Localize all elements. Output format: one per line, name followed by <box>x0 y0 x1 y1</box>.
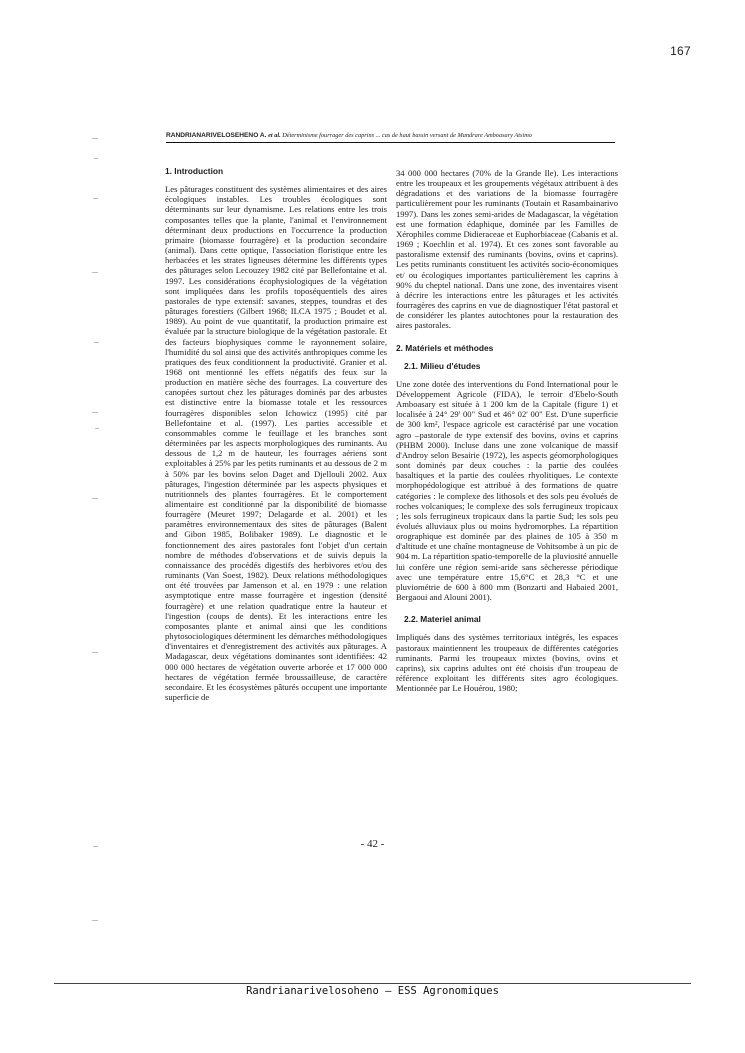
scan-speck <box>92 272 98 273</box>
scan-speck <box>95 428 99 429</box>
right-column <box>396 168 618 693</box>
scan-speck <box>94 342 99 343</box>
study-area-paragraph: Une zone dotée des interventions du Fond International pour le Développement Agricole (FIDA), le terroir d'Ebelo-South Amboasary est située à 1 200 km de la Capitale (figure 1) et localisée à 24° 29' 00" Sud et 46° 02' 00" Est. D'une superficie de 300 km², l'espace agricole est caractérisé par une vocation agro –pastorale de type extensif des bovins, ovins et caprins (PHBM 2000). Incluse dans une zone volcanique de massif d'Androy selon Besairie (1972), les aspects géomorphologiques sont dominés par deux couches : la partie des coulées basaltiques et la partie des coulées rhyolitiques. Le contexte morphopédologique est attribué à des formations de quatre catégories : le complexe des lithosols et des sols peu évolués de roches volcaniques; le complexe des sols ferrugineux tropicaux ; les sols ferrugineux tropicaux dans la partie Sud; les sols peu évolués alluviaux plus ou moins hydromorphes. La répartition orographique est dominée par des plaines de 105 à 350 m d'altitude et une chaîne montagneuse de Vohitsombe à un pic de 904 m. La répartition spatio-temporelle de la pluviosité annuelle lui confère une région semi-aride sans sècheresse périodique avec une température entre 15,6°C et 28,3 °C et une pluviométrie de 600 à 800 mm (Bonzarti and Habaied 2001, Bergaoui and Alouni 2001). <box>396 378 618 603</box>
study-area-subheading: 2.1. Milieu d'études <box>404 360 481 371</box>
running-header <box>166 132 615 143</box>
scan-speck <box>93 846 98 847</box>
page-number: 167 <box>670 44 691 58</box>
introduction-heading: 1. Introduction <box>165 166 224 176</box>
scan-speck <box>92 138 98 139</box>
scan-speck <box>92 920 98 921</box>
scan-speck <box>92 498 98 499</box>
header-title: Déterminisme fourrager des caprins ... cas de haut bassin versant de Mandrare Amboasary Atsimo <box>282 132 532 139</box>
scan-speck <box>93 198 98 199</box>
footer-text: Randrianarivelosoheno – ESS Agronomiques <box>246 985 499 997</box>
methods-heading: 2. Matériels et méthodes <box>396 342 494 353</box>
animal-material-paragraph: Impliqués dans des systèmes territoriaux intégrés, les espaces pastoraux maintiennent les troupeaux de différentes catégories ruminants. Parmi les troupeaux mixtes (bovins, ovins et caprins), six caprins adultes ont été choisis d'un troupeau de référence exploitant les différents sites agro écologiques. Mentionnée par Le Houérou, 1980; <box>396 632 618 694</box>
scan-speck <box>92 412 98 413</box>
introduction-continued-paragraph: 34 000 000 hectares (70% de la Grande Ile). Les interactions entre les troupeaux et les groupements végétaux attribuent à des dégradations et des variations de la biomasse fourragère particulièrement pour les ruminants (Toutain et Rasambainarivo 1997). Dans les zones semi-arides de Madagascar, la végétation est une formation édaphique, dominée par les Familles de Xérophiles comme Didieraceae et Euphorbiaceae (Cabanis et al. 1969 ; Koechlin et al. 1974). Et ces zones sont favorable au pastoralisme extensif des ruminants (bovins, ovins et caprins). Les petits ruminants constituent les activités socio-économiques et/ ou écologiques importantes particulièrement les caprins à 90% du cheptel national. Dans une zone, des inventaires visent à décrire les interactions entre les pâturages et les activités fourragères des caprins en vue de diagnostiquer l'état pastoral et de considérer les plantes autochtones pour la restauration des aires pastorales. <box>396 168 618 331</box>
folio: - 42 - <box>360 838 385 850</box>
scan-speck <box>94 158 98 159</box>
introduction-paragraph: Les pâturages constituent des systèmes alimentaires et des aires écologiques instables. Les troubles écologiques sont déterminants sur leur dynamisme. Les relations entre les trois composantes telles que la plante, l'animal et l'environnement déterminant deux productions en l'occurrence la production primaire (biomasse fourragère) et la production secondaire (animal). Dans cette optique, l'association floristique entre les herbacées et les strates ligneuses détermine les différents types des pâturages selon Lecouzey 1982 cité par Bellefontaine et al. 1997. Les considérations écophysiologiques de la végétation sont impliquées dans les profils toposéquentiels des aires pastorales de type extensif: savanes, steppes, toundras et des pâturages forestiers (Gilbert 1968; ILCA 1975 ; Boudet et al. 1989). Au point de vue quantitatif, la production primaire est évaluée par la structure biologique de la végétation pastorale. Et des facteurs biophysiques comme le rayonnement solaire, l'humidité du sol ainsi que des activités anthropiques comme les pratiques des feux conditionnent la productivité. Granier et al. 1968 ont mentionné les effets négatifs des feux sur la production en matière sèche des fourrages. La couverture des canopées surtout chez les pâturages dominés par des arbustes est distinctive entre la biomasse totale et les ressources fourragères disponibles selon Ichowicz (1995) cité par Bellefontaine et al. (1997). Les parties accessible et consommables comme le feuillage et les branches sont déterminées par les aspects morphologiques des ruminants. Au dessous de 1,2 m de hauteur, les fourrages aériens sont exploitables à 25% par les petits ruminants et au dessous de 2 m à 50% par les bovins selon Daget and Djellouli 2002. Aux pâturages, l'ingestion déterminée par les aspects physiques et nutritionnels des plantes fourragères. Et le comportement alimentaire est conditionné par la disponibilité de biomasse fourragère (Meuret 1997; Delagarde et al. 2001) et les paramètres environnementaux des sites de pâturages (Balent and Gibon 1985, Bolibaker 1989). Le diagnostic et le fonctionnement des aires pastorales font l'objet d'un certain nombre de méthodes d'observations et de suivis depuis la connaissance des procédés digestifs des herbivores et/ou des ruminants (Van Soest, 1982). Deux relations méthodologiques ont été trouvées par Jamenson et al. en 1979 : une relation asymptotique entre masse fourragère et ingestion (densité fourragère) et une relation quadratique entre la hauteur et l'ingestion (coups de dents). Et les interactions entre les composantes plante et animal ainsi que les conditions phytosociologiques déterminent les démarches méthodologiques d'inventaires et d'enregistrement des activités aux pâturages. A Madagascar, deux végétations dominantes sont identifiées: 42 000 000 hectares de végétation ouverte arborée et 17 000 000 hectares de végétation fermée broussailleuse, de caractère secondaire. Et les écosystèmes pâturés occupent une importante superficie de <box>165 184 387 702</box>
footer-divider <box>54 983 691 984</box>
scan-speck <box>92 652 98 653</box>
header-authors: RANDRIANARIVELOSEHENO A. <box>166 132 267 139</box>
header-etal: et al. <box>268 132 281 139</box>
left-column <box>165 166 387 702</box>
animal-material-subheading: 2.2. Materiel animal <box>404 614 481 625</box>
